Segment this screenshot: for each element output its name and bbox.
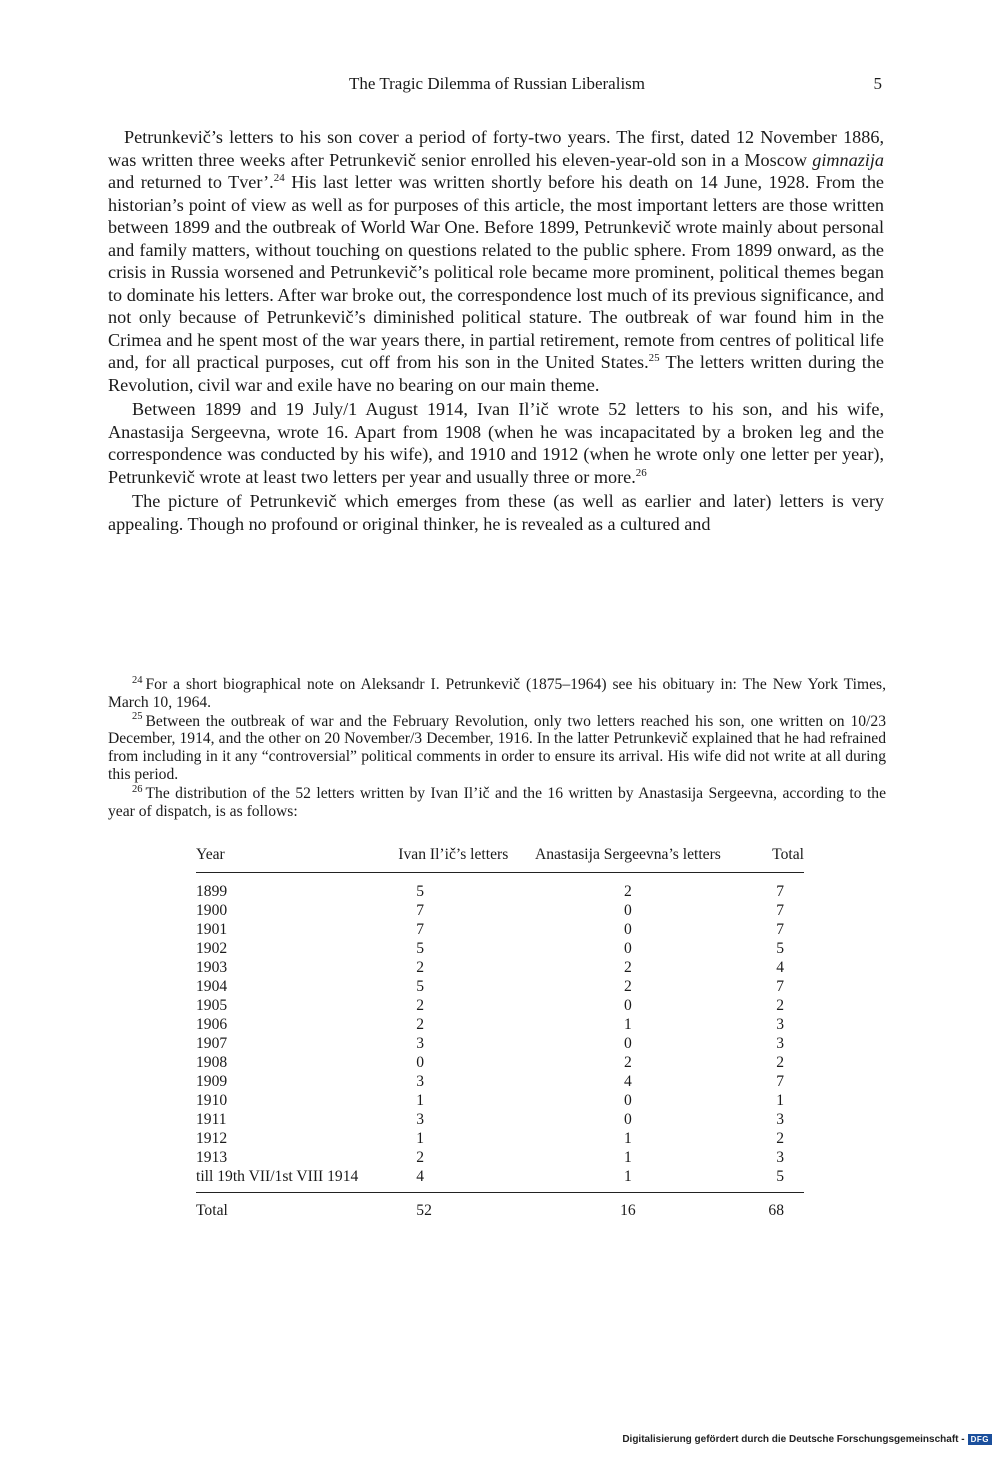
total-all: 68 — [728, 1193, 804, 1221]
cell-ivan: 5 — [416, 940, 425, 957]
paragraph-3: The picture of Petrunkevič which emerges from these (as well as earlier and later) letters is very appealing. Though no profound or original thinker, he is revealed as a cultured and — [108, 491, 884, 534]
cell-year: till 19th VII/1st VIII 1914 — [196, 1168, 359, 1185]
cell-year: 1911 — [196, 1111, 227, 1128]
page-number: 5 — [873, 74, 882, 93]
cell-ivan: 2 — [416, 1016, 425, 1033]
cell-total: 3 — [776, 1149, 784, 1166]
cell-anastasija: 0 — [624, 940, 632, 957]
cell-ivan: 2 — [416, 1149, 425, 1166]
cell-anastasija: 0 — [624, 1035, 632, 1052]
table-row — [196, 1091, 804, 1110]
header-year: Year — [196, 846, 398, 873]
cell-year: 1904 — [196, 978, 228, 995]
cell-anastasija: 0 — [624, 902, 632, 919]
table-row — [196, 1034, 804, 1053]
table-row — [196, 1129, 804, 1148]
table-row — [196, 1053, 804, 1072]
cell-year: 1901 — [196, 921, 228, 938]
cell-year: 1908 — [196, 1054, 228, 1071]
cell-year: 1905 — [196, 997, 228, 1014]
cell-ivan: 3 — [416, 1035, 425, 1052]
cell-ivan: 5 — [416, 883, 425, 900]
cell-year: 1912 — [196, 1130, 228, 1147]
cell-ivan: 2 — [416, 959, 425, 976]
cell-ivan: 0 — [416, 1054, 425, 1071]
running-title: The Tragic Dilemma of Russian Liberalism — [348, 74, 646, 93]
cell-ivan: 7 — [416, 902, 425, 919]
total-label: Total — [196, 1193, 398, 1221]
cell-anastasija: 0 — [624, 1092, 632, 1109]
table-row — [196, 1148, 804, 1167]
table-header-row — [196, 846, 804, 873]
paragraph-2: Between 1899 and 19 July/1 August 1914, Ivan Il’ič wrote 52 letters to his son, and his wife, Anastasija Sergeevna, wrote 16. Apart from 1908 (when he was incapacitated by a broken leg and the correspondence was conducted by his wife), and 1910 and 1912 (when he wrote only one letter per year), Petrunkevič wrote at least two letters per year and usually three or more.$^{26}$ — [108, 399, 884, 487]
cell-year: 1903 — [196, 959, 228, 976]
cell-year: 1913 — [196, 1149, 228, 1166]
cell-ivan: 3 — [416, 1073, 425, 1090]
cell-ivan: 1 — [416, 1130, 425, 1147]
cell-total: 4 — [776, 959, 784, 976]
table-total-row — [196, 1193, 804, 1221]
cell-ivan: 4 — [416, 1168, 425, 1185]
cell-anastasija: 1 — [624, 1130, 632, 1147]
cell-anastasija: 4 — [624, 1073, 632, 1090]
paragraph-1: Petrunkevič’s letters to his son cover a period of forty-two years. The first, dated 12 November 1886, was written three weeks after Petrunkevič senior enrolled his eleven-year-old son in a Moscow gimnazija and returned to Tver’.$^{24}$ His last letter was written shortly before his death on 14 June, 1928. From the historian’s point of view as well as for purposes of this article, the most important letters are those written between 1899 and the outbreak of World War One. Before 1899, Petrunkevič wrote mainly about personal and family matters, without touching on questions related to the public sphere. From 1899 onward, as the crisis in Russia worsened and Petrunkevič’s political role became more prominent, political themes began to dominate his letters. After war broke out, the correspondence lost much of its previous significance, and not only because of Petrunkevič’s diminished political stature. The outbreak of war found him in the Crimea and he spent most of the war years there, in partial retirement, remote from centres of political life and, for all practical purposes, cut off from his son in the United States.$^{25}$ The letters written during the Revolution, civil war and exile have no bearing on our main theme. — [108, 127, 884, 395]
cell-total: 7 — [776, 902, 784, 919]
digitization-credit — [622, 1434, 992, 1445]
table-row — [196, 939, 804, 958]
table-row — [196, 1072, 804, 1091]
table-row — [196, 996, 804, 1015]
cell-total: 2 — [776, 1054, 784, 1071]
header-ivan: Ivan Il’ič’s letters — [398, 846, 528, 873]
cell-anastasija: 1 — [624, 1016, 632, 1033]
cell-ivan: 5 — [416, 978, 425, 995]
table-row — [196, 1110, 804, 1129]
footnote-24: $^{24}$ For a short biographical note on Aleksandr I. Petrunkevič (1875–1964) see his obituary in: The New York Times, March 10, 1964. — [108, 674, 886, 711]
cell-total: 3 — [776, 1016, 784, 1033]
cell-anastasija: 0 — [624, 997, 632, 1014]
cell-total: 2 — [776, 997, 784, 1014]
table-row — [196, 901, 804, 920]
cell-total: 1 — [776, 1092, 784, 1109]
cell-anastasija: 1 — [624, 1168, 632, 1185]
total-ivan: 52 — [398, 1193, 528, 1221]
cell-year: 1902 — [196, 940, 228, 957]
table-row — [196, 873, 804, 902]
cell-year: 1906 — [196, 1016, 228, 1033]
cell-total: 3 — [776, 1111, 784, 1128]
cell-year: 1910 — [196, 1092, 228, 1109]
total-anastasija: 16 — [528, 1193, 727, 1221]
footnote-ref-24: 24 — [273, 171, 285, 184]
cell-anastasija: 2 — [624, 883, 632, 900]
header-anastasija: Anastasija Sergeevna’s letters — [528, 846, 727, 873]
cell-total: 5 — [776, 940, 784, 957]
cell-total: 7 — [776, 978, 784, 995]
table-row — [196, 1167, 804, 1193]
cell-anastasija: 0 — [624, 921, 632, 938]
body-text — [108, 126, 884, 535]
footnote-25: $^{25}$ Between the outbreak of war and the February Revolution, only two letters reached his son, one written on 10/23 December, 1914, and the other on 20 November/3 December, 1916. In the latter Petrunkevič explained that he had refrained from including in it any “controversial” political comments in order to ensure its arrival. His wife did not write at all during this period. — [108, 711, 886, 783]
cell-year: 1907 — [196, 1035, 228, 1052]
cell-ivan: 3 — [416, 1111, 425, 1128]
cell-year: 1899 — [196, 883, 228, 900]
cell-total: 7 — [776, 1073, 784, 1090]
cell-total: 3 — [776, 1035, 784, 1052]
footnote-ref-25: 25 — [648, 351, 660, 364]
cell-year: 1909 — [196, 1073, 228, 1090]
cell-anastasija: 2 — [624, 1054, 632, 1071]
cell-anastasija: 0 — [624, 1111, 632, 1128]
cell-ivan: 2 — [416, 997, 425, 1014]
cell-anastasija: 2 — [624, 978, 632, 995]
dfg-logo: DFG — [968, 1434, 992, 1445]
table-row — [196, 1015, 804, 1034]
footnote-26: $^{26}$ The distribution of the 52 letters written by Ivan Il’ič and the 16 written by Anastasija Sergeevna, according to the year of dispatch, is as follows: — [108, 783, 886, 820]
cell-ivan: 1 — [416, 1092, 425, 1109]
table-row — [196, 977, 804, 996]
cell-anastasija: 2 — [624, 959, 632, 976]
header-total: Total — [728, 846, 804, 873]
cell-total: 5 — [776, 1168, 784, 1185]
cell-ivan: 7 — [416, 921, 425, 938]
table-row — [196, 920, 804, 939]
footnotes — [108, 676, 886, 820]
cell-total: 7 — [776, 883, 784, 900]
cell-anastasija: 1 — [624, 1149, 632, 1166]
credit-text: Digitalisierung gefördert durch die Deutsche Forschungsgemeinschaft - — [622, 1434, 965, 1445]
cell-total: 7 — [776, 921, 784, 938]
table-row — [196, 958, 804, 977]
footnote-ref-26: 26 — [635, 466, 647, 479]
letters-distribution-table — [196, 846, 804, 1220]
cell-total: 2 — [776, 1130, 784, 1147]
cell-year: 1900 — [196, 902, 228, 919]
